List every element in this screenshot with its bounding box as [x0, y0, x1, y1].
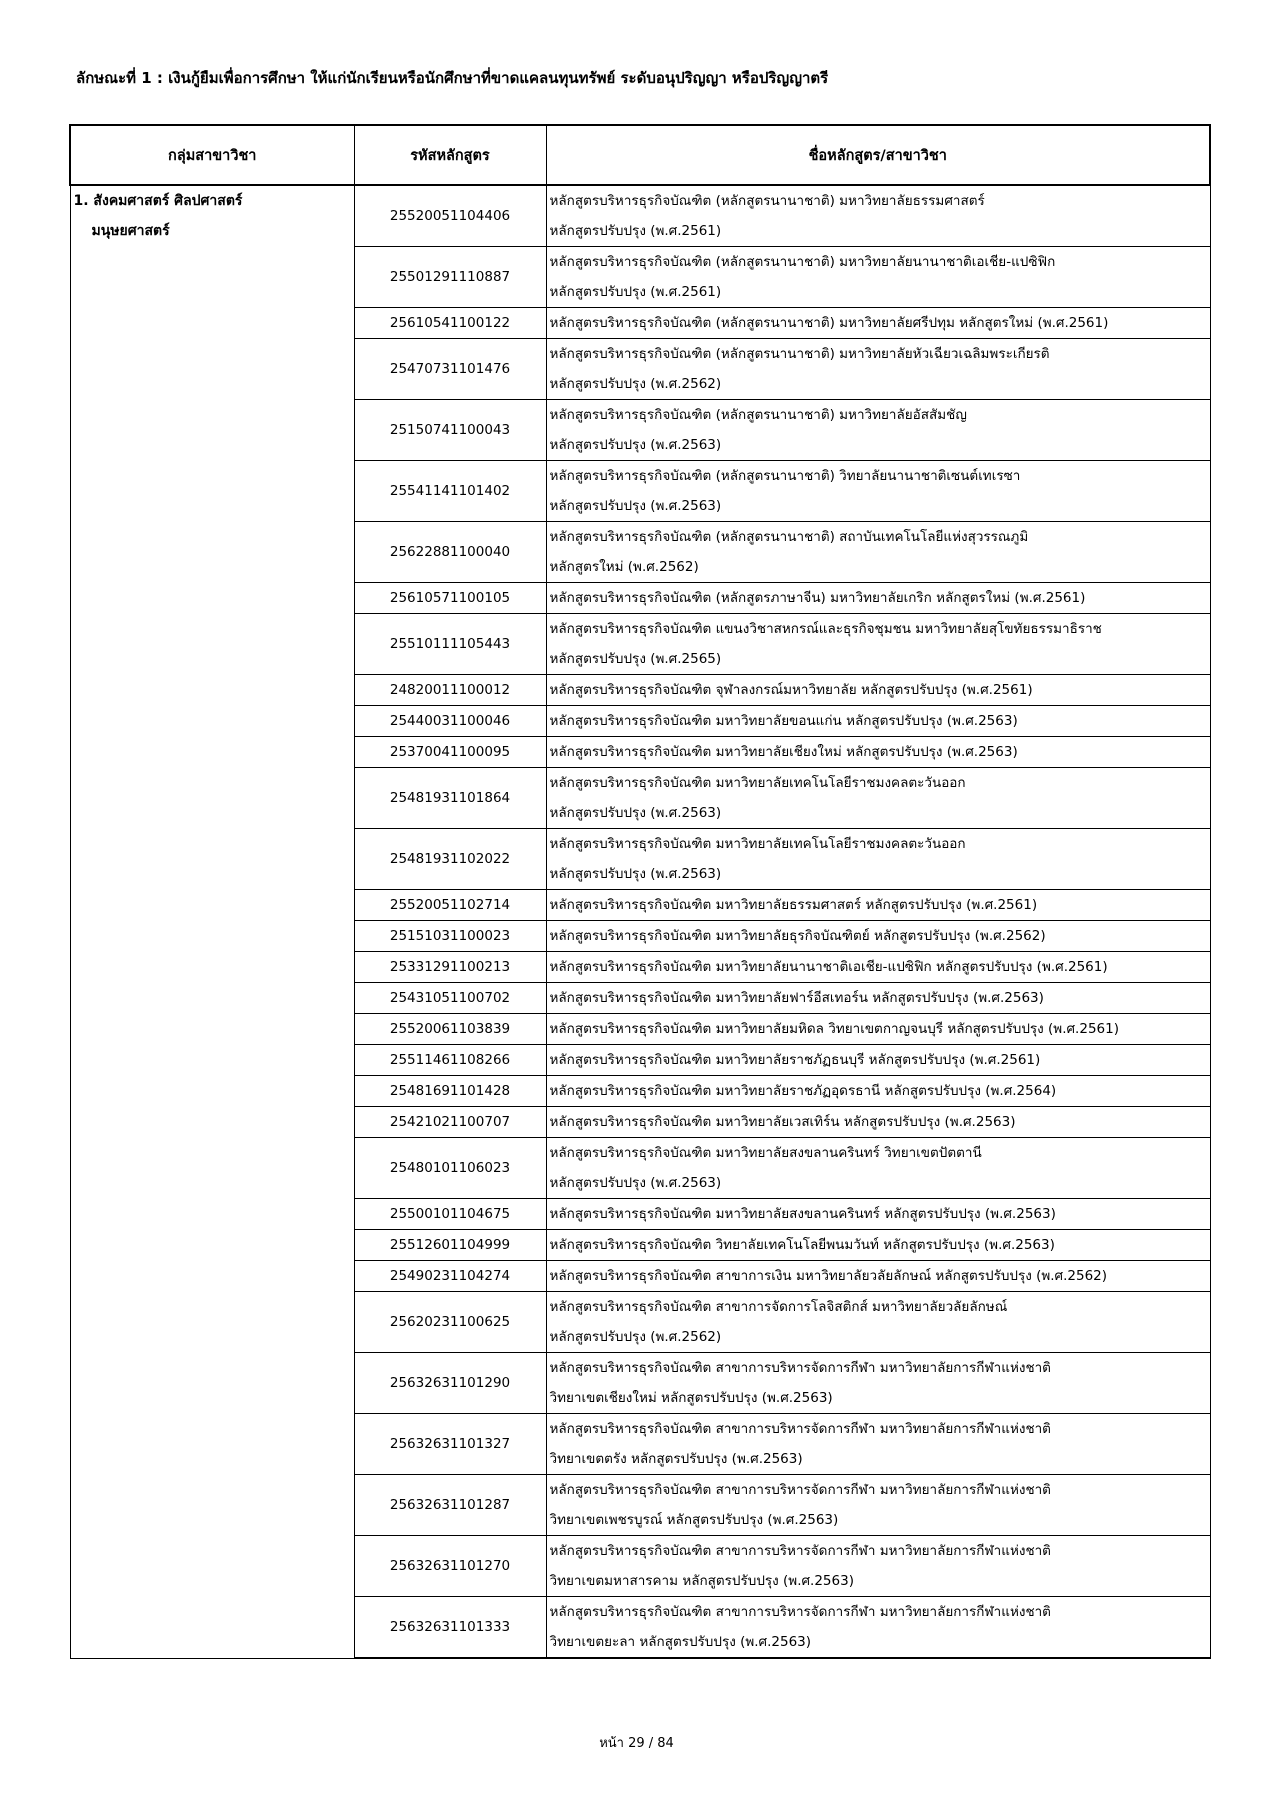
- course-name: [546, 675, 1210, 706]
- course-name: [546, 1261, 1210, 1292]
- course-name-line: หลักสูตรปรับปรุง (พ.ศ.2562): [549, 376, 722, 392]
- course-code: 25490231104274: [354, 1261, 546, 1292]
- course-code: 25620231100625: [354, 1292, 546, 1353]
- course-name-line: หลักสูตรบริหารธุรกิจบัณฑิต สาขาการบริหารจัดการกีฬา มหาวิทยาลัยการกีฬาแห่งชาติ: [549, 1543, 1051, 1559]
- course-name: [546, 737, 1210, 768]
- course-name-line: หลักสูตรบริหารธุรกิจบัณฑิต สาขาการบริหารจัดการกีฬา มหาวิทยาลัยการกีฬาแห่งชาติ: [549, 1482, 1051, 1498]
- course-code: 25610541100122: [354, 308, 546, 339]
- course-name: [546, 583, 1210, 614]
- course-name-line: วิทยาเขตยะลา หลักสูตรปรับปรุง (พ.ศ.2563): [549, 1634, 812, 1650]
- course-code: 25510111105443: [354, 614, 546, 675]
- course-name: [546, 952, 1210, 983]
- course-code: 25520051102714: [354, 890, 546, 921]
- course-name: [546, 1230, 1210, 1261]
- course-name: [546, 1107, 1210, 1138]
- course-code: 25632631101290: [354, 1353, 546, 1414]
- course-code: 25481931102022: [354, 829, 546, 890]
- course-name-line: หลักสูตรบริหารธุรกิจบัณฑิต สาขาการบริหารจัดการกีฬา มหาวิทยาลัยการกีฬาแห่งชาติ: [549, 1360, 1051, 1376]
- course-name: [546, 1138, 1210, 1199]
- course-name-line: หลักสูตรบริหารธุรกิจบัณฑิต มหาวิทยาลัยสงขลานครินทร์ หลักสูตรปรับปรุง (พ.ศ.2563): [549, 1206, 1056, 1222]
- header-course-name: ชื่อหลักสูตร/สาขาวิชา: [546, 125, 1210, 185]
- course-name: [546, 1292, 1210, 1353]
- course-name: [546, 1597, 1210, 1659]
- course-name: [546, 308, 1210, 339]
- course-name-line: หลักสูตรบริหารธุรกิจบัณฑิต มหาวิทยาลัยเชียงใหม่ หลักสูตรปรับปรุง (พ.ศ.2563): [549, 744, 1018, 760]
- course-name-line: หลักสูตรบริหารธุรกิจบัณฑิต สาขาการจัดการโลจิสติกส์ มหาวิทยาลัยวลัยลักษณ์: [549, 1299, 1008, 1315]
- course-name: [546, 983, 1210, 1014]
- course-name-line: หลักสูตรบริหารธุรกิจบัณฑิต (หลักสูตรภาษาจีน) มหาวิทยาลัยเกริก หลักสูตรใหม่ (พ.ศ.2561): [549, 590, 1086, 606]
- course-code: 25480101106023: [354, 1138, 546, 1199]
- course-name-line: หลักสูตรบริหารธุรกิจบัณฑิต (หลักสูตรนานาชาติ) มหาวิทยาลัยศรีปทุม หลักสูตรใหม่ (พ.ศ.2561): [549, 315, 1109, 331]
- course-name: [546, 1475, 1210, 1536]
- course-name: [546, 614, 1210, 675]
- course-name: [546, 1014, 1210, 1045]
- course-code: 25511461108266: [354, 1045, 546, 1076]
- course-name: [546, 1199, 1210, 1230]
- course-code: 25632631101333: [354, 1597, 546, 1659]
- course-name-line: หลักสูตรบริหารธุรกิจบัณฑิต มหาวิทยาลัยเวสเทิร์น หลักสูตรปรับปรุง (พ.ศ.2563): [549, 1114, 1016, 1130]
- course-code: 25622881100040: [354, 522, 546, 583]
- course-name: [546, 768, 1210, 829]
- course-name-line: หลักสูตรบริหารธุรกิจบัณฑิต มหาวิทยาลัยราชภัฏธนบุรี หลักสูตรปรับปรุง (พ.ศ.2561): [549, 1052, 1041, 1068]
- course-name-line: หลักสูตรบริหารธุรกิจบัณฑิต (หลักสูตรนานาชาติ) มหาวิทยาลัยธรรมศาสตร์: [549, 193, 985, 209]
- course-name-line: หลักสูตรบริหารธุรกิจบัณฑิต (หลักสูตรนานาชาติ) สถาบันเทคโนโลยีแห่งสุวรรณภูมิ: [549, 529, 1029, 545]
- course-name: [546, 522, 1210, 583]
- course-name-line: หลักสูตรบริหารธุรกิจบัณฑิต มหาวิทยาลัยธรรมศาสตร์ หลักสูตรปรับปรุง (พ.ศ.2561): [549, 897, 1038, 913]
- course-name-line: หลักสูตรบริหารธุรกิจบัณฑิต (หลักสูตรนานาชาติ) มหาวิทยาลัยนานาชาติเอเชีย-แปซิฟิก: [549, 254, 1056, 270]
- course-code: 25500101104675: [354, 1199, 546, 1230]
- field-group-cell: [70, 185, 354, 1658]
- course-name: [546, 1076, 1210, 1107]
- course-name-line: หลักสูตรบริหารธุรกิจบัณฑิต แขนงวิชาสหกรณ์และธุรกิจชุมชน มหาวิทยาลัยสุโขทัยธรรมาธิราช: [549, 621, 1102, 637]
- course-name: [546, 339, 1210, 400]
- page-heading: ลักษณะที่ 1 : เงินกู้ยืมเพื่อการศึกษา ให้แก่นักเรียนหรือนักศึกษาที่ขาดแคลนทุนทรัพย์ ระดับอนุปริญญา หรือปริญญาตรี: [76, 69, 829, 87]
- header-field-group: กลุ่มสาขาวิชา: [70, 125, 354, 185]
- course-name-line: หลักสูตรบริหารธุรกิจบัณฑิต มหาวิทยาลัยขอนแก่น หลักสูตรปรับปรุง (พ.ศ.2563): [549, 713, 1018, 729]
- course-name-line: หลักสูตรบริหารธุรกิจบัณฑิต มหาวิทยาลัยมหิดล วิทยาเขตกาญจนบุรี หลักสูตรปรับปรุง (พ.ศ.2561): [549, 1021, 1119, 1037]
- course-name-line: หลักสูตรบริหารธุรกิจบัณฑิต มหาวิทยาลัยฟาร์อีสเทอร์น หลักสูตรปรับปรุง (พ.ศ.2563): [549, 990, 1044, 1006]
- course-code: 25520061103839: [354, 1014, 546, 1045]
- course-name-line: หลักสูตรปรับปรุง (พ.ศ.2561): [549, 284, 722, 300]
- course-name-line: วิทยาเขตเพชรบูรณ์ หลักสูตรปรับปรุง (พ.ศ.2563): [549, 1512, 839, 1528]
- table-row: [70, 185, 1210, 247]
- course-name-line: วิทยาเขตมหาสารคาม หลักสูตรปรับปรุง (พ.ศ.2563): [549, 1573, 854, 1589]
- page-number: หน้า 29 / 84: [599, 1736, 674, 1751]
- course-name-line: หลักสูตรบริหารธุรกิจบัณฑิต มหาวิทยาลัยสงขลานครินทร์ วิทยาเขตปัตตานี: [549, 1145, 982, 1161]
- course-name-line: หลักสูตรบริหารธุรกิจบัณฑิต (หลักสูตรนานาชาติ) วิทยาลัยนานาชาติเซนต์เทเรซา: [549, 468, 1021, 484]
- course-name: [546, 921, 1210, 952]
- course-name-line: หลักสูตรปรับปรุง (พ.ศ.2563): [549, 866, 722, 882]
- course-name-line: หลักสูตรปรับปรุง (พ.ศ.2563): [549, 498, 722, 514]
- course-name-line: หลักสูตรบริหารธุรกิจบัณฑิต มหาวิทยาลัยนานาชาติเอเชีย-แปซิฟิก หลักสูตรปรับปรุง (พ.ศ.2561): [549, 959, 1108, 975]
- course-name-line: หลักสูตรบริหารธุรกิจบัณฑิต สาขาการบริหารจัดการกีฬา มหาวิทยาลัยการกีฬาแห่งชาติ: [549, 1421, 1051, 1437]
- course-name-line: หลักสูตรปรับปรุง (พ.ศ.2565): [549, 651, 722, 667]
- course-name-line: หลักสูตรปรับปรุง (พ.ศ.2563): [549, 805, 722, 821]
- course-code: 25431051100702: [354, 983, 546, 1014]
- course-name-line: หลักสูตรปรับปรุง (พ.ศ.2563): [549, 437, 722, 453]
- course-code: 25370041100095: [354, 737, 546, 768]
- course-name-line: หลักสูตรบริหารธุรกิจบัณฑิต มหาวิทยาลัยเทคโนโลยีราชมงคลตะวันออก: [549, 775, 966, 791]
- course-name-line: หลักสูตรบริหารธุรกิจบัณฑิต มหาวิทยาลัยเทคโนโลยีราชมงคลตะวันออก: [549, 836, 966, 852]
- course-code: 25150741100043: [354, 400, 546, 461]
- course-name: [546, 247, 1210, 308]
- course-code: 25632631101327: [354, 1414, 546, 1475]
- course-name-line: วิทยาเขตเชียงใหม่ หลักสูตรปรับปรุง (พ.ศ.2563): [549, 1390, 833, 1406]
- course-code: 25151031100023: [354, 921, 546, 952]
- course-name: [546, 461, 1210, 522]
- course-name: [546, 1045, 1210, 1076]
- course-code: 25331291100213: [354, 952, 546, 983]
- course-name-line: หลักสูตรบริหารธุรกิจบัณฑิต (หลักสูตรนานาชาติ) มหาวิทยาลัยอัสสัมชัญ: [549, 407, 967, 423]
- course-name: [546, 1536, 1210, 1597]
- course-code: 25610571100105: [354, 583, 546, 614]
- course-code: 24820011100012: [354, 675, 546, 706]
- course-code: 25481691101428: [354, 1076, 546, 1107]
- course-name: [546, 706, 1210, 737]
- course-code: 25501291110887: [354, 247, 546, 308]
- table-header-row: [70, 125, 1210, 185]
- field-group-line: 1. สังคมศาสตร์ ศิลปศาสตร์: [73, 193, 243, 209]
- course-name-line: หลักสูตรบริหารธุรกิจบัณฑิต วิทยาลัยเทคโนโลยีพนมวันท์ หลักสูตรปรับปรุง (พ.ศ.2563): [549, 1237, 1055, 1253]
- course-name-line: หลักสูตรปรับปรุง (พ.ศ.2561): [549, 223, 722, 239]
- course-code: 25470731101476: [354, 339, 546, 400]
- course-name-line: วิทยาเขตตรัง หลักสูตรปรับปรุง (พ.ศ.2563): [549, 1451, 803, 1467]
- course-code: 25512601104999: [354, 1230, 546, 1261]
- course-name-line: หลักสูตรบริหารธุรกิจบัณฑิต จุฬาลงกรณ์มหาวิทยาลัย หลักสูตรปรับปรุง (พ.ศ.2561): [549, 682, 1033, 698]
- course-name: [546, 829, 1210, 890]
- course-code: 25632631101287: [354, 1475, 546, 1536]
- course-name: [546, 185, 1210, 247]
- curriculum-table: [69, 124, 1211, 1659]
- course-code: 25421021100707: [354, 1107, 546, 1138]
- course-name-line: หลักสูตรบริหารธุรกิจบัณฑิต มหาวิทยาลัยราชภัฏอุดรธานี หลักสูตรปรับปรุง (พ.ศ.2564): [549, 1083, 1057, 1099]
- course-name-line: หลักสูตรปรับปรุง (พ.ศ.2562): [549, 1329, 722, 1345]
- course-name-line: หลักสูตรใหม่ (พ.ศ.2562): [549, 559, 699, 575]
- course-code: 25520051104406: [354, 185, 546, 247]
- course-name-line: หลักสูตรบริหารธุรกิจบัณฑิต (หลักสูตรนานาชาติ) มหาวิทยาลัยหัวเฉียวเฉลิมพระเกียรติ: [549, 346, 1050, 362]
- course-name: [546, 890, 1210, 921]
- course-name-line: หลักสูตรบริหารธุรกิจบัณฑิต สาขาการเงิน มหาวิทยาลัยวลัยลักษณ์ หลักสูตรปรับปรุง (พ.ศ.2562): [549, 1268, 1108, 1284]
- header-course-code: รหัสหลักสูตร: [354, 125, 546, 185]
- course-code: 25632631101270: [354, 1536, 546, 1597]
- course-code: 25541141101402: [354, 461, 546, 522]
- course-name: [546, 400, 1210, 461]
- course-name: [546, 1414, 1210, 1475]
- course-name-line: หลักสูตรบริหารธุรกิจบัณฑิต มหาวิทยาลัยธุรกิจบัณฑิตย์ หลักสูตรปรับปรุง (พ.ศ.2562): [549, 928, 1046, 944]
- course-code: 25440031100046: [354, 706, 546, 737]
- course-name-line: หลักสูตรบริหารธุรกิจบัณฑิต สาขาการบริหารจัดการกีฬา มหาวิทยาลัยการกีฬาแห่งชาติ: [549, 1604, 1051, 1620]
- course-name-line: หลักสูตรปรับปรุง (พ.ศ.2563): [549, 1175, 722, 1191]
- course-name: [546, 1353, 1210, 1414]
- course-code: 25481931101864: [354, 768, 546, 829]
- field-group-line: มนุษยศาสตร์: [91, 223, 170, 239]
